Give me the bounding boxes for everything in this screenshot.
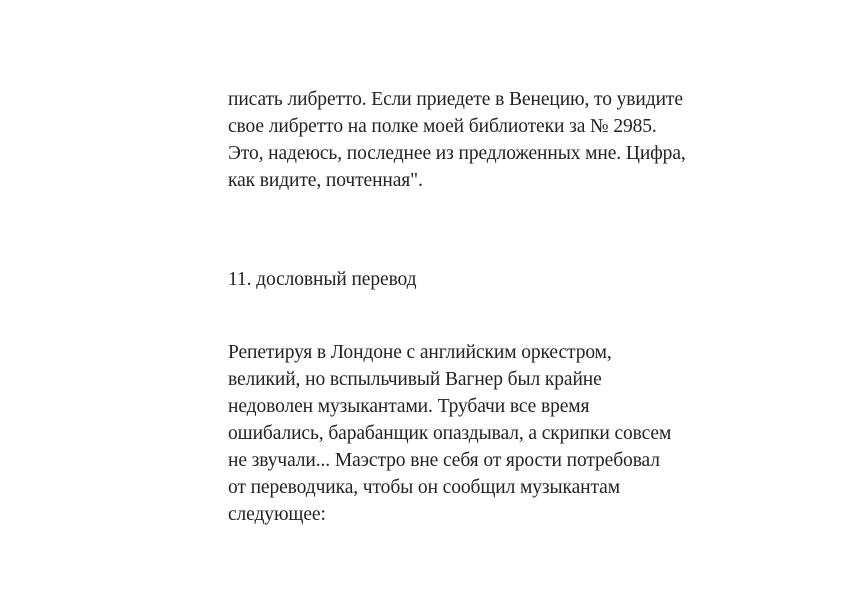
paragraph-libretto — [228, 86, 788, 194]
text-line: не звучали... Маэстро вне себя от ярости потребовал — [228, 450, 660, 471]
text-line: от переводчика, чтобы он сообщил музыкантам — [228, 477, 620, 498]
text-line: ошибались, барабанщик опаздывал, а скрипки совсем — [228, 423, 672, 444]
text-line: Репетируя в Лондоне с английским оркестром, — [228, 342, 612, 363]
text-line: недоволен музыкантами. Трубачи все время — [228, 396, 590, 417]
text-line: великий, но вспыльчивый Вагнер был крайне — [228, 369, 602, 390]
heading-text: 11. дословный перевод — [228, 269, 417, 290]
text-line: следующее: — [228, 504, 326, 525]
text-line: Это, надеюсь, последнее из предложенных мне. Цифра, — [228, 143, 686, 164]
section-heading — [228, 266, 788, 293]
text-line: свое либретто на полке моей библиотеки за № 2985. — [228, 116, 657, 137]
text-line: как видите, почтенная". — [228, 170, 423, 191]
text-line: писать либретто. Если приедете в Венецию, то увидите — [228, 89, 683, 110]
paragraph-wagner — [228, 339, 788, 528]
